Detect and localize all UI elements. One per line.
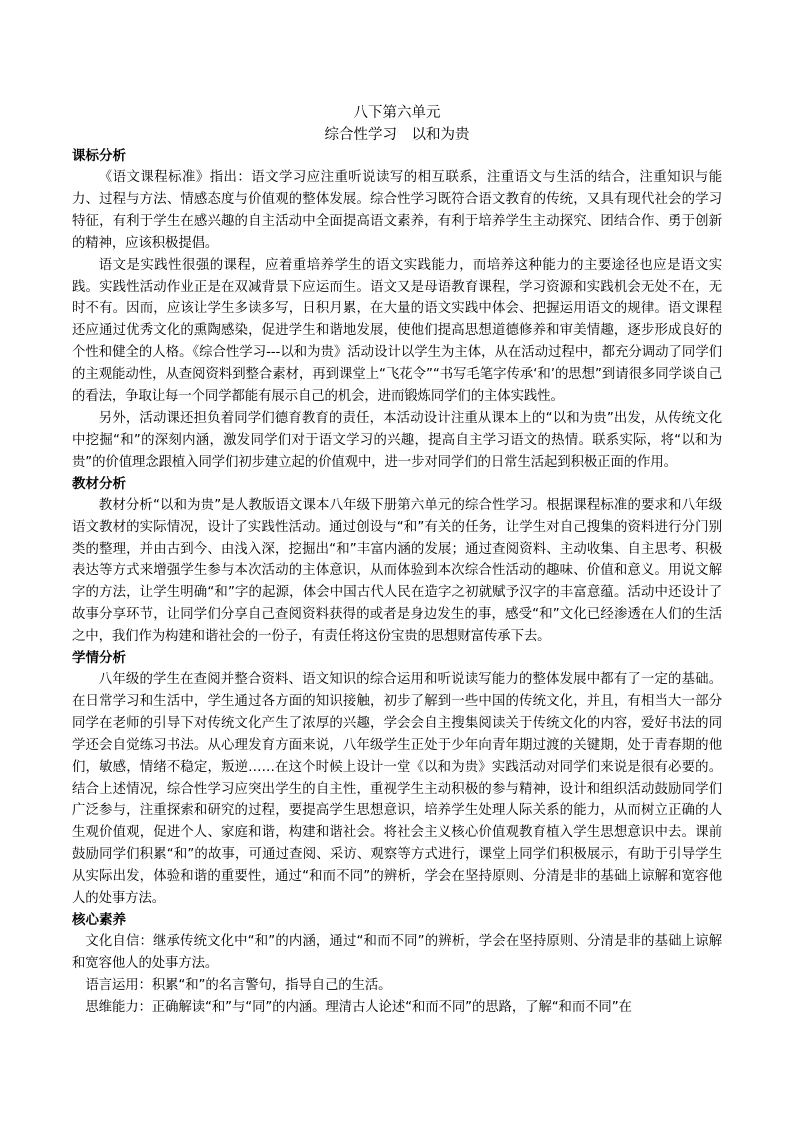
paragraph: 八年级的学生在查阅并整合资料、语文知识的综合运用和听说读写能力的整体发展中都有了一定的基础。在日常学习和生活中，学生通过各方面的知识接触，初步了解到一些中国的传统文化，并且，有相当大一部分同学在老师的引导下对传统文化产生了浓厚的兴趣，学会会自主搜集阅读关于传统文化的内容，爱好书法的同学还会自觉练习书法。从心理发育方面来说，八年级学生正处于少年向青年期过渡的关键期，处于青春期的他们，敏感，情绪不稳定，叛逆……在这个时候上设计一堂《以和为贵》实践活动对同学们来说是很有必要的。结合上述情况，综合性学习应突出学生的自主性，重视学生主动积极的参与精神，设计和组织活动鼓励同学们广泛参与，注重探索和研究的过程，要提高学生思想意识，培养学生处理人际关系的能力，从而树立正确的人生观价值观，促进个人、家庭和谐，构建和谐社会。将社会主义核心价值观教育植入学生思想意识中去。课前鼓励同学们积累“和”的故事，可通过查阅、采访、观察等方式进行，课堂上同学们积极展示，有助于引导学生从实际出发，体验和谐的重要性，通过“和而不同”的辨析，学会在坚持原则、分清是非的基础上谅解和宽容他人的处事方法。	[72, 672, 722, 907]
document-page	[72, 102, 722, 1019]
paragraph: 文化自信：继承传统文化中“和”的内涵，通过“和而不同”的辨析，学会在坚持原则、分清是非的基础上谅解和宽容他人的处事方法。	[72, 934, 722, 971]
paragraph: 《语文课程标准》指出：语文学习应注重听说读写的相互联系，注重语文与生活的结合，注重知识与能力、过程与方法、情感态度与价值观的整体发展。综合性学习既符合语文教育的传统，又具有现代社会的学习特征，有利于学生在感兴趣的自主活动中全面提高语文素养，有利于培养学生主动探究、团结合作、勇于创新的精神，应该积极提倡。	[72, 170, 722, 251]
paragraph: 思维能力：正确解读“和”与“同”的内涵。理清古人论述“和而不同”的思路，了解“和而不同”在	[85, 999, 632, 1015]
section-curriculum-analysis	[72, 146, 722, 474]
section-core-literacy	[72, 910, 722, 1019]
section-heading: 教材分析	[72, 475, 126, 492]
section-heading: 课标分析	[72, 148, 126, 164]
paragraph: 教材分析“以和为贵”是人教版语文课本八年级下册第六单元的综合性学习。根据课程标准的要求和八年级语文教材的实际情况，设计了实践性活动。通过创设与“和”有关的任务，让学生对自己搜集的资料进行分门别类的整理，并由古到今、由浅入深，挖掘出“和”丰富内涵的发展；通过查阅资料、主动收集、自主思考、积极表达等方式来增强学生参与本次活动的主体意识，从而体验到本次综合性活动的趣味、价值和意义。用说文解字的方法，让学生明确“和”字的起源，体会中国古代人民在造字之初就赋予汉字的丰富意蕴。活动中还设计了故事分享环节，让同学们分享自己查阅资料获得的或者是身边发生的事，感受“和”文化已经渗透在人们的生活之中，我们作为构建和谐社会的一份子，有责任将这份宝贵的思想财富传承下去。	[72, 497, 722, 645]
paragraph: 另外，活动课还担负着同学们德育教育的责任，本活动设计注重从课本上的“以和为贵”出发，从传统文化中挖掘“和”的深刻内涵，激发同学们对于语文学习的兴趣，提高自主学习语文的热情。联系实际，将“以和为贵”的价值理念跟植入同学们初步建立起的价值观中，进一步对同学们的日常生活起到积极正面的作用。	[72, 410, 722, 470]
section-heading: 学情分析	[72, 650, 126, 667]
document-subtitle: 综合性学习 以和为贵	[324, 127, 470, 143]
document-title: 八下第六单元	[353, 105, 441, 121]
paragraph: 语言运用：积累“和”的名言警句，指导自己的生活。	[85, 977, 392, 993]
section-textbook-analysis	[72, 474, 722, 648]
section-heading: 核心素养	[72, 912, 126, 928]
section-student-analysis	[72, 648, 722, 910]
paragraph: 语文是实践性很强的课程，应着重培养学生的语文实践能力，而培养这种能力的主要途径也应是语文实践。实践性活动作业正是在双减背景下应运而生。语文又是母语教育课程，学习资源和实践机会无处不在，无时不有。因而，应该让学生多读多写，日积月累，在大量的语文实践中体会、把握运用语文的规律。语文课程还应通过优秀文化的熏陶感染，促进学生和谐地发展，使他们提高思想道德修养和审美情趣，逐步形成良好的个性和健全的人格。《综合性学习---以和为贵》活动设计以学生为主体，从在活动过程中，都充分调动了同学们的主观能动性，从查阅资料到整合素材，再到课堂上“飞花令”“书写毛笔字传承‘和’的思想”到请很多同学谈自己的看法，争取让每一个同学都能有展示自己的机会，进而锻炼同学们的主体实践性。	[72, 257, 722, 405]
